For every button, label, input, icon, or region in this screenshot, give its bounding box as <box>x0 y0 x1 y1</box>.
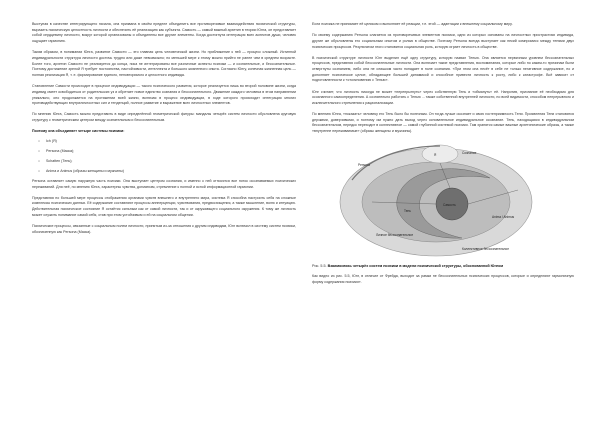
paragraph: Психические процессы, связанные с социальным полем личности, принятым из-за отношения к другим индивидам, Юнг включил в систему систем психики, обозначенную как Persona (Маска). <box>32 223 296 234</box>
figure-label-personal-unconscious: Личное бессознательное <box>376 233 414 238</box>
figure-label-shadow: Тень <box>404 209 411 214</box>
figure-label-anima: Anima / Animus <box>492 215 515 220</box>
ego-bubble <box>422 145 458 163</box>
paragraph: Если психика не принимает её целиком и выполняет её реакции, т.е. этой — адаптации к внешнему социальному миру. <box>312 22 513 26</box>
paragraph: Становление Самости происходит в процессе индивидуации — такого психического развития, которое реализуется лишь во второй половине жизни, когда индивид смеет освободиться от родительских уз и обретает новое единство сознания и бессознательного. Движение каждого человека в этом направлении уникально, оно продолжается на протяжении всей жизни, включая в процесс индивидуации, в ходе которого происходит интеграция многих противодействующих внутриличностных сил и тенденций, полное развитие и выражение всех личностных элементов. <box>32 84 296 106</box>
psyche-structure-figure <box>312 140 574 258</box>
list-item: ○ Anima и Animus (образы женщины и мужчины) <box>38 169 296 175</box>
paragraph: Выступая в качестве интегрирующего начала, она призвана в своём пределе объединить все противоречивые взаимодействия психической структуры, выразить психическую целостность личности и обеспечить её реализацию как субъекта. Самость — самый важный архетип в теории Юнга, он представляет собой сердцевину личности, вокруг которой организованы и объединены все другие элементы. Когда достигнута интеграция всех аспектов души, человек ощущает гармонию. <box>32 22 296 44</box>
paragraph: Как видно из рис. 5.5, Юнг, в отличие от Фрейда, выходит за рамки не бессознательных психических процессов, которые и определяют гармоничную форму содержания психики». <box>312 273 574 284</box>
paragraph: Таким образом, в понимании Юнга, развитие Самости — это главная цель человеческой жизни. Но приближение к ней — процесс сложный. Истинной индивидуальности структура личности достичь трудно или даже невозможно; по меньшей мере к этому можно прийти не ранее чем в среднем возрасте. Более того, архетип Самости не реализуется до конца, пока не интегрированы все различные аспекты психики — и сознательные, и бессознательные. Поэтому достижение зрелой Я требует постоянства, настойчивости, интеллекта и большого жизненного опыта. Согласно Юнгу, конечная жизненная цель — полная реализация Я, т. е. формирование единого, неповторимого и целостного индивида. <box>32 50 296 78</box>
figure-label-collective-unconscious: Коллективное бессознательное <box>462 247 509 252</box>
paragraph: Юнг считает, что личность никогда не может «перепрыгнуть» через собственную Тень и «обмануть» её. Напротив, признание её необходимо для осознанного самоопределения. А сознательно работать с Тенью ... также собственной внутренней личности, по всей видимости, способом непрерывного и исключительного стремления к рационализации. <box>312 89 574 105</box>
paragraph: По мнению Юнга, Самость можно представить в виде определённой геометрической фигуры: мандалы четырёх систем личности обусловлена круговую структуру с геометрическим центром между сознательным и бессознательным. <box>32 112 296 123</box>
paragraph: По мнению Юнга, «показать» человеку его Тень было бы полезным. Он тогда лучше осознает и свою гостеприимность Тени. Проявления Тени становятся дерзкими, доверчивыми, и поэтому им нужно дать выход через основательное индивидуальное осознание. Тень, находящаяся в индивидуальном бессознательном, нередко переходит в коллективное — самой глубинной системой психики. Там хранятся самые важные архетипические образы, а также «внутренне переживаемые» (образы женщины и мужчины). <box>312 112 574 134</box>
right-column <box>312 22 574 291</box>
figure-label-persona: Persona <box>358 163 370 168</box>
list-item: ○ Ich (Я) <box>38 139 296 145</box>
list-item: ○ Persona (Маска); <box>38 149 296 155</box>
caption-title: Взаимосвязь четырёх систем психики в модели психической структуры, обоснованной Юнгом <box>327 264 504 269</box>
list-heading: Поэтому она объединяет четыре системы психики: <box>32 129 125 134</box>
psyche-diagram <box>312 140 574 258</box>
paragraph: По своему содержанию Persona слагается из противоречивых элементов психики, одни из которых основаны на личностных пристрастиях индивида, другие же обусловлены его социальным опытом и ролью в обществе. Поэтому Persona всегда выступает как некий компромисс между тенями двух психических процессов. Результатом этого становится социальная роль, которую играет личность в обществе. <box>312 33 574 49</box>
figure-label-ego: Я <box>434 153 437 158</box>
paragraph: Persona оставляет самую наружную часть психики. Она выступает центром сознания, и именно к ней относятся все поток осознаваемых психических переживаний. Для неё, по мнению Юнга, характерны чувства, догматизм, стремление к полной и ясной информационной гармонии. <box>32 178 296 189</box>
figure-label-self: Самость <box>443 203 456 208</box>
left-column <box>32 22 296 241</box>
paragraph: В психической структуре личности Юнг выделил ещё одну структуру, которую назвал Тенью. Она является первичным уровнем бессознательных процессов, представляя собой бессознательные личности. Она включает такие представления, воспоминания, которые либо по каким-то причинам были отвергнуты сознанием, либо она не слишком часто попадает в поле сознания. «При этом она несёт в себе не только негативное содержание, но и дополняет психическое целое, обладающее большей динамикой и способное привести личность к росту, либо к катастрофе. Всё зависит от подготовленности к «столкновению с Тенью». <box>312 55 574 83</box>
figure-label-consciousness: Сознание <box>462 151 477 156</box>
paragraph: Представляя по большей мере процессы отображения органами чувств внешнего и внутреннего мира, система Я способна настроить себя на сложные комплексы психических данных. Её содержание составляют процессы аппперцепции, чувствования, предвосхищения, а также мышление, волю и интуицию. Действительная психическое состояние Я остаётся сильным как от самой личности, так и от окружающего социального окружения. К тому же личность может служить понимание самой себя, став при этом устойчивым и ей на социальном общении. <box>32 195 296 217</box>
figure-caption <box>312 264 574 270</box>
systems-list <box>32 139 296 175</box>
caption-label: Рис. 5.5. <box>312 264 327 269</box>
list-item: ○ Schatten (Тень); <box>38 159 296 165</box>
